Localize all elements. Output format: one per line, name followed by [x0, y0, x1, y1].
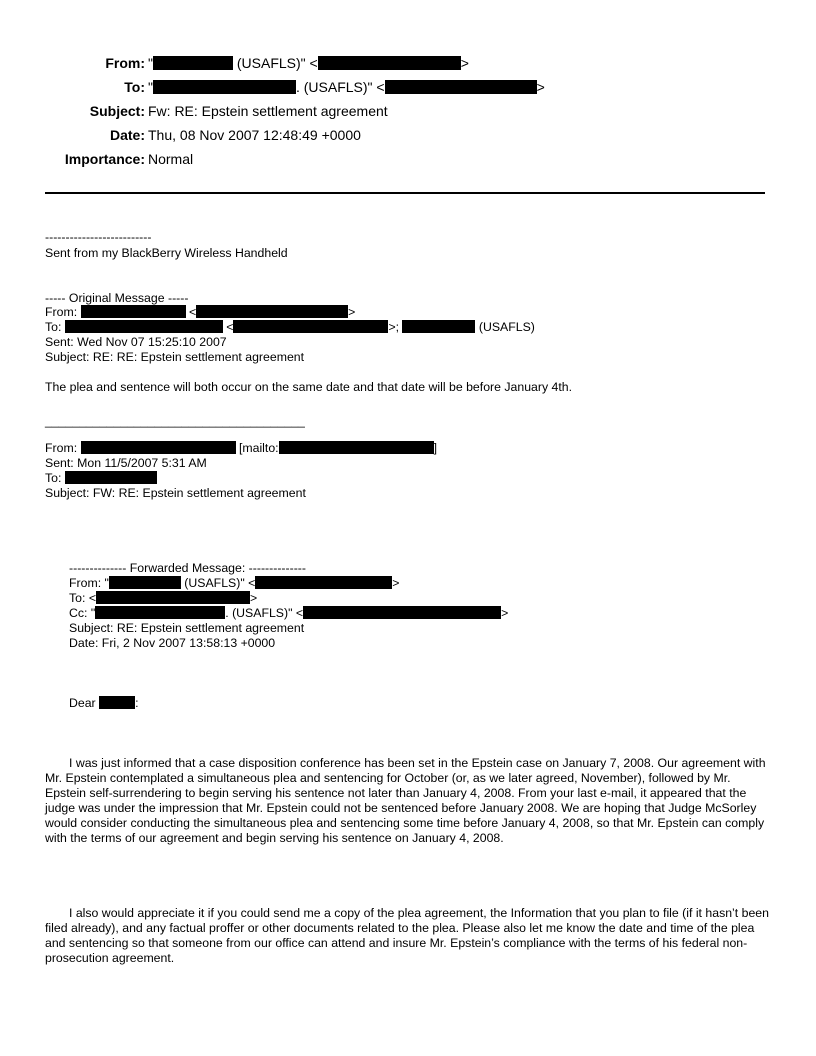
- redaction-block: [279, 441, 434, 454]
- redaction-block: [402, 320, 475, 333]
- date-row: [0, 127, 816, 144]
- redaction-block: [318, 56, 461, 70]
- from-label: From:: [105, 55, 145, 71]
- signature-line: Sent from my BlackBerry Wireless Handheld: [45, 246, 288, 260]
- reply-sent: Sent: Mon 11/5/2007 5:31 AM: [45, 456, 207, 470]
- from-value: " (USAFLS)" < >: [148, 55, 469, 71]
- forwarded-subject: Subject: RE: Epstein settlement agreement: [69, 621, 305, 635]
- original-sent: Sent: Wed Nov 07 15:25:10 2007: [45, 335, 227, 349]
- subject-value: Fw: RE: Epstein settlement agreement: [148, 103, 388, 119]
- importance-value: Normal: [148, 151, 194, 167]
- redaction-block: [95, 606, 225, 619]
- forwarded-title: -------------- Forwarded Message: --------------: [69, 561, 306, 575]
- reply-from: From: [mailto: ]: [45, 441, 438, 455]
- redaction-block: [65, 320, 223, 333]
- to-label: To:: [124, 79, 145, 95]
- redaction-block: [109, 576, 181, 589]
- subject-row: [0, 103, 816, 120]
- from-row: [0, 55, 816, 72]
- redaction-block: [153, 80, 296, 94]
- date-value: Thu, 08 Nov 2007 12:48:49 +0000: [148, 127, 361, 143]
- dash-line: --------------------------: [45, 230, 152, 244]
- subject-label: Subject:: [89, 103, 145, 119]
- to-value: " . (USAFLS)" < >: [148, 79, 545, 95]
- redaction-block: [81, 441, 236, 454]
- importance-label: Importance:: [64, 151, 145, 167]
- reply-subject: Subject: FW: RE: Epstein settlement agreement: [45, 486, 306, 500]
- letter-paragraph-1: I was just informed that a case disposition conference has been set in the Epstein case on January 7, 2008. Our agreement with Mr. Epstein contemplated a simultaneous plea and sentencing for October (or, as we later agreed, November), followed by Mr. Epstein self-surrendering to begin serving his sentence not later than January 4, 2008. From your last e-mail, it appeared that the judge was under the impression that Mr. Epstein could not be sentenced before January 2008. We are hoping that Judge McSorley would consider conducting the simultaneous plea and sentencing some time before January 4, 2008, so that Mr. Epstein can comply with the terms of our agreement and begin serving his sentence on January 4, 2008.: [45, 756, 766, 845]
- separator-line: ______________________________________: [45, 414, 305, 428]
- redaction-block: [65, 471, 157, 484]
- redaction-block: [385, 80, 537, 94]
- redaction-block: [96, 591, 250, 604]
- header-divider: [45, 192, 765, 194]
- redaction-block: [153, 56, 233, 70]
- forwarded-to: To: < >: [69, 591, 258, 605]
- to-row: [0, 79, 816, 96]
- reply-to: To:: [45, 471, 157, 485]
- redaction-block: [196, 305, 348, 318]
- original-message-title: ----- Original Message -----: [45, 291, 189, 305]
- original-from: From: < >: [45, 305, 356, 319]
- redaction-block: [99, 696, 135, 709]
- salutation: Dear :: [69, 696, 139, 710]
- original-subject: Subject: RE: RE: Epstein settlement agreement: [45, 350, 305, 364]
- email-header: [0, 0, 816, 180]
- redaction-block: [303, 606, 501, 619]
- plea-line: The plea and sentence will both occur on the same date and that date will be before January 4th.: [45, 380, 573, 394]
- original-to: To: < >; (USAFLS): [45, 320, 535, 334]
- forwarded-from: From: " (USAFLS)" < >: [69, 576, 400, 590]
- redaction-block: [233, 320, 388, 333]
- forwarded-date: Date: Fri, 2 Nov 2007 13:58:13 +0000: [69, 636, 276, 650]
- forwarded-cc: Cc: " . (USAFLS)" < >: [69, 606, 509, 620]
- letter-paragraph-2: I also would appreciate it if you could send me a copy of the plea agreement, the Information that you plan to file (if it hasn’t been filed already), and any factual proffer or other documents related to the plea. Please also let me know the date and time of the plea and sentencing so that someone from our office can attend and insure Mr. Epstein’s compliance with the terms of his federal non-prosecution agreement.: [45, 906, 769, 965]
- date-label: Date:: [109, 127, 145, 143]
- redaction-block: [255, 576, 392, 589]
- importance-row: [0, 151, 816, 168]
- redaction-block: [81, 305, 186, 318]
